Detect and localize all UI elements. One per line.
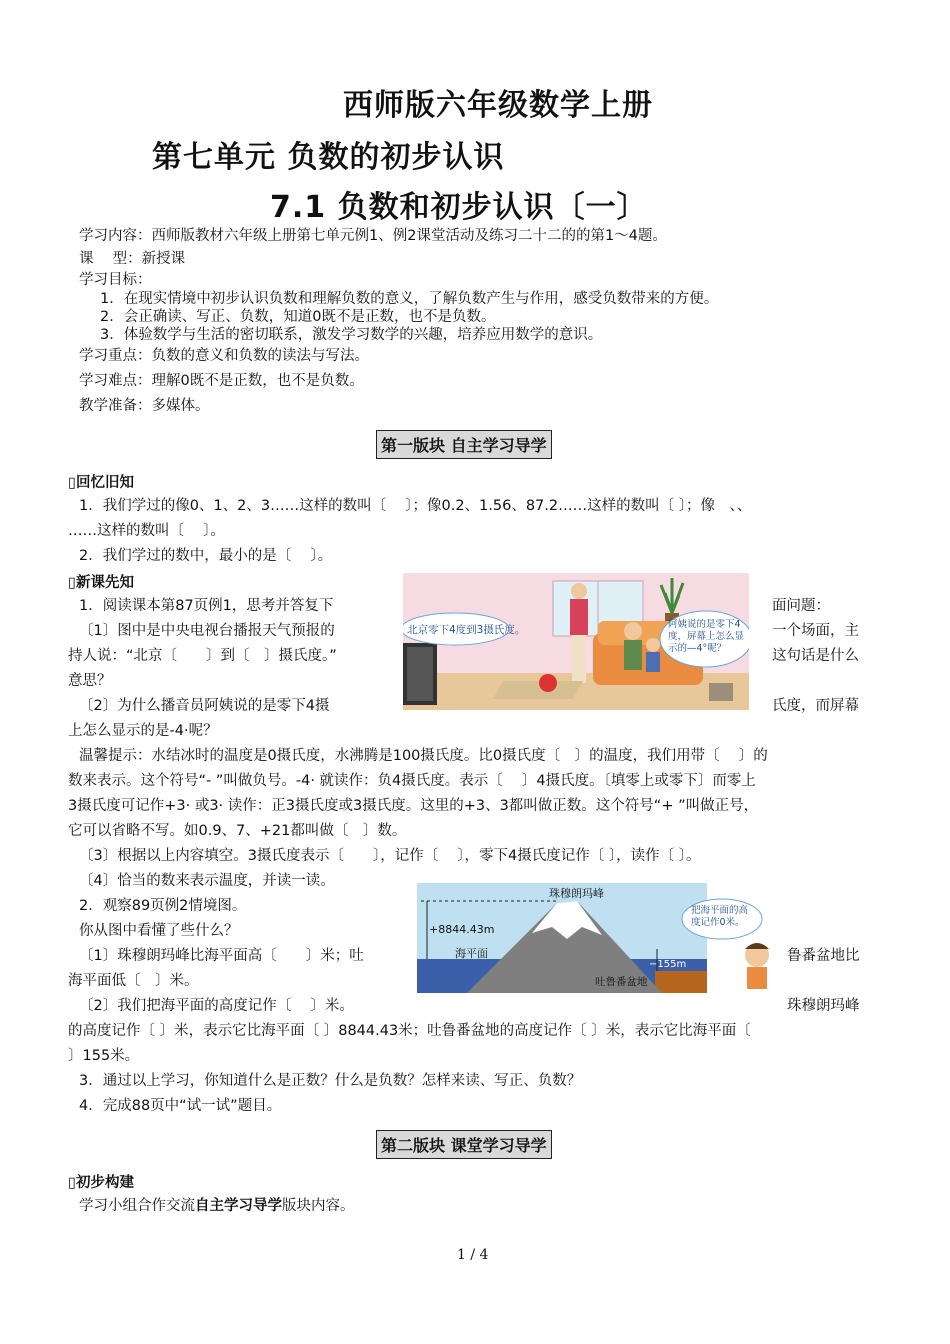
review-line: 2．我们学过的数中，最小的是〔 〕。	[79, 548, 333, 564]
tip-line: 〔4〕恰当的数来表示温度，并读一读。	[79, 873, 335, 889]
tip-line: 〔3〕根据以上内容填空。3摄氏度表示〔 〕，记作〔 〕，零下4摄氏度记作〔 〕，读作〔 〕。	[79, 848, 701, 864]
review-heading-text: 回忆旧知	[75, 475, 134, 491]
new-heading-text: 新课先知	[75, 575, 134, 591]
review-heading: ▯回忆旧知	[68, 475, 134, 491]
goal-item: 2．会正确读、写正、负数，知道0既不是正数，也不是负数。	[100, 309, 496, 325]
p2-line: 的高度记作〔 〕米，表示它比海平面〔 〕8844.43米；吐鲁番盆地的高度记作〔 〕米，表示它比海平面〔	[68, 1023, 751, 1039]
p1-line: 意思？	[68, 673, 112, 689]
section-2-text-bold: 自主学习导学	[195, 1198, 282, 1214]
section-2-text-pre: 学习小组合作交流	[79, 1198, 195, 1214]
p1-line: 上怎么显示的是-4·呢？	[68, 723, 218, 739]
sea-label: 海平面	[455, 947, 488, 960]
p2-line: 2．观察89页例2情境图。	[79, 898, 247, 914]
height-label: +8844.43m	[429, 923, 495, 936]
p1-line: 〔1〕图中是中央电视台播报天气预报的	[79, 623, 335, 639]
lesson-title: 7.1 负数和初步认识〔一〕	[270, 190, 648, 225]
p3-line: 3．通过以上学习，你知道什么是正数？什么是负数？怎样来读、写正、负数？	[79, 1073, 582, 1089]
section-1-title: 第一版块 自主学习导学	[376, 430, 552, 459]
p2-line: 〔1〕珠穆朗玛峰比海平面高〔 〕米；吐	[79, 948, 364, 964]
p2-line: 海平面低〔 〕米。	[68, 973, 199, 989]
goal-item: 1．在现实情境中初步认识负数和理解负数的意义，了解负数产生与作用，感受负数带来的方便。	[100, 291, 719, 307]
basin-depth-label: −155m	[649, 959, 687, 970]
p1-line: 1．阅读课本第87页例1，思考并答复下	[79, 598, 334, 614]
build-heading-text: 初步构建	[75, 1175, 134, 1191]
section-2-text	[79, 1196, 355, 1216]
tip-line: 数来表示。这个符号“- ”叫做负号。-4· 就读作：负4摄氏度。表示〔 〕4摄氏度。〔填零上或零下〕而零上	[68, 773, 756, 789]
basin-label: 吐鲁番盆地	[595, 976, 648, 988]
review-line: 1．我们学过的像0、1、2、3……这样的数叫〔 〕；像0.2、1.56、87.2……这样的数叫〔 〕；像 、、	[79, 498, 752, 514]
unit-title: 第七单元 负数的初步认识	[152, 140, 505, 175]
section-2-title: 第二版块 课堂学习导学	[376, 1130, 552, 1159]
tip-line: 温馨提示：水结冰时的温度是0摄氏度，水沸腾是100摄氏度。比0摄氏度〔 〕的温度，我们用带〔 〕的	[79, 748, 768, 764]
build-heading: ▯初步构建	[68, 1175, 134, 1191]
mountain-illustration	[417, 883, 777, 993]
tv-bubble-text: 北京零下4度到3摄氏度。	[407, 624, 526, 636]
p1-line: 一个场面，主	[772, 623, 859, 639]
tip-line: 它可以省略不写。如0.9、7、+21都叫做〔 〕数。	[68, 823, 407, 839]
info-prep: 教学准备：多媒体。	[79, 398, 210, 414]
p2-line: 〔2〕我们把海平面的高度记作〔 〕米。	[79, 998, 354, 1014]
p1-line: 这句话是什么	[772, 648, 859, 664]
boy-bubble-text: 阿姨说的是零下4度，屏幕上怎么显示的—4°呢？	[668, 619, 745, 654]
info-content: 学习内容：西师版教材六年级上册第七单元例1、例2课堂活动及练习二十二的的第1～4题。	[79, 228, 667, 244]
goal-item: 3．体验数学与生活的密切联系，激发学习数学的兴趣，培养应用数学的意识。	[100, 327, 603, 343]
kid-bubble-text: 把海平面的高度记作0米。	[691, 905, 749, 928]
peak-label: 珠穆朗玛峰	[549, 887, 604, 900]
review-line: ……这样的数叫〔 〕。	[68, 523, 225, 539]
tv-weather-illustration	[403, 573, 749, 710]
info-key: 学习重点：负数的意义和负数的读法与写法。	[79, 348, 369, 364]
tip-line: 3摄氏度可记作+3· 或3· 读作：正3摄氏度或3摄氏度。这里的+3、3都叫做正数。这个符号“+ ”叫做正号，	[68, 798, 759, 814]
p2-line: 你从图中看懂了些什么？	[79, 923, 239, 939]
p4-line: 4．完成88页中“试一试”题目。	[79, 1098, 282, 1114]
p1-line: 面问题：	[772, 598, 830, 614]
page-number: 1 / 4	[457, 1247, 489, 1263]
goals-label: 学习目标：	[79, 272, 152, 288]
p2-line: 鲁番盆地比	[787, 948, 860, 964]
p2-line: 珠穆朗玛峰	[787, 998, 860, 1014]
p1-line: 〔2〕为什么播音员阿姨说的是零下4摄	[79, 698, 330, 714]
section-2-text-post: 版块内容。	[282, 1198, 355, 1214]
p2-line: 〕155米。	[68, 1048, 140, 1064]
new-heading: ▯新课先知	[68, 575, 134, 591]
info-type: 课 型：新授课	[79, 251, 186, 267]
info-difficulty: 学习难点：理解0既不是正数，也不是负数。	[79, 373, 364, 389]
p1-line: 氏度，而屏幕	[772, 698, 859, 714]
book-title: 西师版六年级数学上册	[343, 88, 653, 123]
p1-line: 持人说：“北京〔 〕到〔 〕摄氏度。”	[68, 648, 337, 664]
